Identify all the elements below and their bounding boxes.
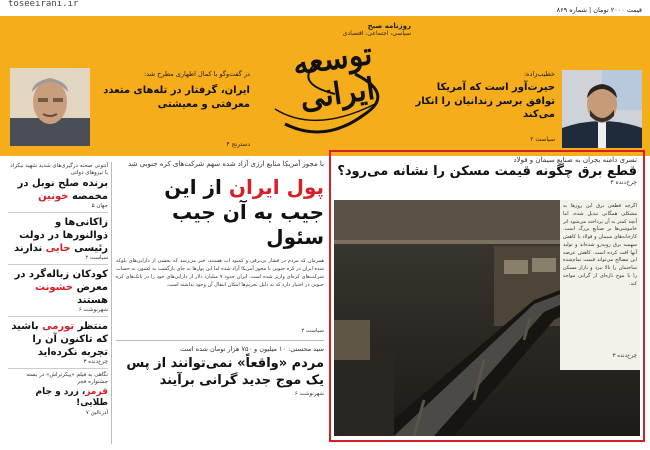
middle-bottom-headline: مردم «واقعاً» نمی‌توانند از پس یک موج جدید گرانی برآیند [126,356,324,388]
left-item-1-highlight: خونین [38,191,69,203]
banner-right-ref: سیاست ۲ [530,135,555,143]
left-item-4-headline-text: منتظر [77,321,108,333]
middle-headline-red: پول ایران [228,175,324,200]
left-item-5[interactable] [8,369,108,419]
middle-story[interactable] [116,160,324,450]
main-body: اگرچه قطعی برق این روزها به مشکلی همگانی تبدیل شده، اما آنچه کمتر به آن پرداخته می‌شود اثر خاموشی‌ها بر صنایع بزرگ است. کارخانه‌های سیمان و فولاد با کاهش سهمیه برق روبه‌رو شده‌اند و تولید آنها افت کرده است. کاهش عرضه این مصالح می‌تواند قیمت تمام‌شده ساختمان را بالا ببرد و بازار مسکن را با موج تازه‌ای از گرانی مواجه کند. [563,203,637,287]
left-item-1-kicker: آنتونی صحنه درگیری‌های شدید شهید نیکزاد با نیروهای دولتی [10,163,108,177]
left-item-4-highlight: تورمی [42,321,75,333]
left-item-2-highlight: جایی [45,243,71,255]
banner-right-headline: حیرت‌آور است که آمریکا توافق برسر زندانیان را انکار می‌کند [415,82,555,121]
left-item-3-headline-text: کودکان زباله‌گرد در معرض [14,269,108,294]
logo-wordmark: توسعه ایرانی [290,36,377,117]
left-item-2-ref: سیاست ۲ [85,255,108,262]
main-headline: قطع برق چگونه قیمت مسکن را نشانه می‌رود؟ [337,164,637,179]
banner-left-story[interactable] [100,70,250,148]
middle-bottom-ref: شهرنوشت ۶ [294,390,324,397]
left-item-4[interactable] [8,317,108,369]
banner-right-story[interactable] [405,70,555,143]
left-item-5-headline [8,387,108,410]
middle-ref: سیاست ۲ [301,328,324,335]
left-item-2-headline [8,216,108,255]
logo-daily-label: روزنامه صبح سیاسی، اجتماعی، اقتصادی [342,22,411,38]
left-item-3-ref: شهرنوشت ۶ [78,307,108,314]
left-item-1-headline [8,177,108,203]
banner-left-ref: دسترنج ۴ [226,141,250,149]
left-item-5-tail: ، زرد و جام طلایی! [35,386,108,409]
banner-left-headline: ایران، گرفتار در تله‌های متعدد معرفتی و معیشتی [103,85,250,110]
khatibzadeh-portrait [562,70,642,148]
banner-left-kicker: در گفت‌وگو با کمال اطهاری مطرح شد: [144,70,250,78]
left-item-2[interactable] [8,213,108,265]
left-item-4-headline [8,320,108,359]
middle-kicker: با مجوز آمریکا منابع ارزی آزاد شده سهم شرکت‌های کره جنوبی شد [128,160,324,168]
middle-bottom-story[interactable] [116,340,324,397]
price-issue: قیمت ۲۰۰۰ تومان | شماره ۸۶۹ [556,6,642,14]
middle-bottom-kicker: سید محسنی: ۱۰ میلیون و ۷۵۰ هزار تومان شده است [179,345,324,354]
middle-headline-rest: از این جیب به آن جیب سئول [164,175,324,250]
left-item-4-ref: چرخ‌دنده ۳ [83,359,108,366]
middle-headline [116,175,324,250]
main-ref: چرخ‌دنده ۳ [610,179,637,186]
main-body-ref: چرخ‌دنده ۳ [612,353,637,359]
logo-swirl [255,14,415,154]
left-item-3-highlight: خشونت [35,282,73,294]
site-url[interactable]: toseeirani.ir [8,0,79,9]
left-item-1[interactable] [8,160,108,213]
left-item-1-ref: جهان ۵ [91,203,108,210]
left-item-4-tail: باشید که تاکنون آن را تجربه نکرده‌اید [11,321,108,359]
left-item-5-kicker: نگاهی به فیلم «پیکرتراش» در بسته جشنواره فجر [26,372,108,386]
column-divider [111,162,112,444]
left-item-5-highlight: قرمز [85,386,108,397]
left-item-3-tail: هستند [76,295,108,307]
main-kicker: تسری دامنه بحران به صنایع سیمان و فولاد [513,156,637,164]
left-item-5-ref: آدرنالین ۷ [85,409,108,416]
left-item-2-headline-text: زاکانی‌ها و ذوالنورها در دولت رئیسی [19,217,108,255]
main-body-panel [560,200,640,370]
newspaper-logo [255,14,415,154]
athari-portrait [10,68,90,146]
left-item-1-headline-text: برنده صلح نوبل در مخمصه [17,178,108,203]
left-news-column [8,160,108,450]
left-item-2-tail: ندارند [14,243,43,255]
middle-body: همزمان که مردم در فشار بی‌برقی و کمبود آب هستند، خبر می‌رسد که بخشی از دارایی‌های بلوکه شده ایران در کره جنوبی با مجوز آمریکا آزاد شده اما این پول‌ها به جای بازگشت به کشور، به حساب شرکت‌های کره‌ای واریز شده است. ایران حدود ۷ میلیارد دلار از دارایی‌های خود را در بانک‌های کره جنوبی در اختیار دارد که به دلیل تحریم‌ها امکان انتقال آن وجود نداشته است. [116,258,324,288]
left-item-3[interactable] [8,265,108,317]
left-item-3-headline [8,268,108,307]
banner-right-kicker: خطیب‌زاده: [523,70,555,78]
